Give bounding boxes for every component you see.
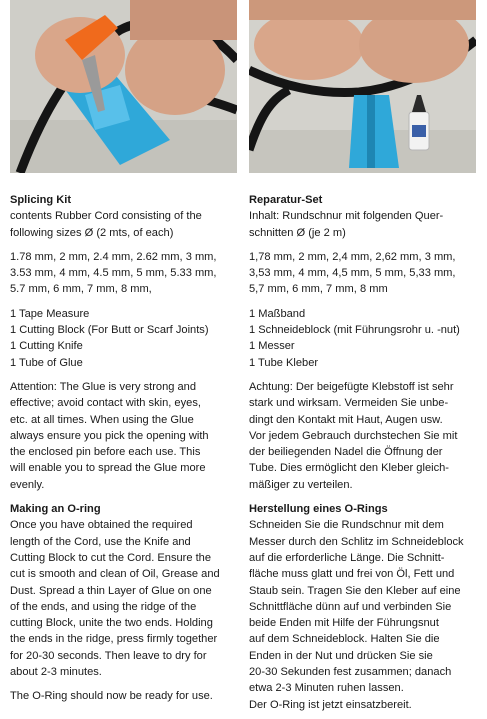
text-line: always ensure you pick the opening with xyxy=(10,429,209,442)
text-line: der beiliegenden Nadel die Öffnung der xyxy=(249,446,443,459)
text-line: etwa 2-3 Minuten ruhen lassen. xyxy=(249,682,404,695)
size-line: 1.78 mm, 2 mm, 2.4 mm, 2.62 mm, 3 mm, xyxy=(10,250,217,263)
text-line: Staub sein. Tragen Sie den Kleber auf eine xyxy=(249,584,461,597)
list-item: 1 Tape Measure xyxy=(10,307,90,320)
english-column xyxy=(10,0,237,705)
text-line: about 2-3 minutes. xyxy=(10,666,102,679)
size-line: 5,7 mm, 6 mm, 7 mm, 8 mm xyxy=(249,283,388,296)
text-line: Cutting Block to cut the Cord. Ensure the xyxy=(10,551,212,564)
text-line: The O-Ring should now be ready for use. xyxy=(10,690,213,703)
size-line: 3,53 mm, 4 mm, 4,5 mm, 5 mm, 5,33 mm, xyxy=(249,267,456,280)
splicing-kit-section xyxy=(10,192,237,705)
text-line: Achtung: Der beigefügte Klebstoff ist sehr xyxy=(249,380,454,393)
text-line: fläche muss glatt und frei von Öl, Fett und xyxy=(249,568,455,581)
text-line: effective; avoid contact with skin, eyes, xyxy=(10,397,201,410)
section-title: Herstellung eines O-Rings xyxy=(249,503,388,516)
text-line: auf die erforderliche Länge. Die Schnitt- xyxy=(249,551,445,564)
text-line: following sizes Ø (2 mts, of each) xyxy=(10,226,174,239)
size-line: 3.53 mm, 4 mm, 4.5 mm, 5 mm, 5.33 mm, xyxy=(10,267,217,280)
text-line: will enable you to spread the Glue more xyxy=(10,462,206,475)
text-line: the enclosed pin before each use. This xyxy=(10,446,201,459)
section-title: Reparatur-Set xyxy=(249,194,323,206)
size-line: 1,78 mm, 2 mm, 2,4 mm, 2,62 mm, 3 mm, xyxy=(249,250,456,263)
text-line: Schneiden Sie die Rundschnur mit dem xyxy=(249,519,444,532)
text-line: auf dem Schneideblock. Halten Sie die xyxy=(249,633,440,646)
photo-cutting-cord xyxy=(10,0,237,173)
list-item: 1 Tube of Glue xyxy=(10,356,83,369)
text-line: etc. at all times. When using the Glue xyxy=(10,413,194,426)
text-line: evenly. xyxy=(10,478,45,491)
text-line: length of the Cord, use the Knife and xyxy=(10,535,191,548)
size-line: 5.7 mm, 6 mm, 7 mm, 8 mm, xyxy=(10,283,152,296)
reparatur-set-section xyxy=(249,192,476,713)
text-line: Vor jedem Gebrauch durchstechen Sie mit xyxy=(249,429,458,442)
text-line: for 20-30 seconds. Then leave to dry for xyxy=(10,649,207,662)
section-title: Making an O-ring xyxy=(10,503,101,516)
list-item: 1 Maßband xyxy=(249,307,306,320)
text-line: Attention: The Glue is very strong and xyxy=(10,380,197,393)
text-line: Once you have obtained the required xyxy=(10,519,193,532)
section-title: Splicing Kit xyxy=(10,194,72,206)
text-line: stark und wirksam. Vermeiden Sie unbe- xyxy=(249,397,449,410)
list-item: 1 Schneideblock (mit Führungsrohr u. -nut) xyxy=(249,324,460,337)
list-item: 1 Cutting Block (For Butt or Scarf Joints) xyxy=(10,324,209,337)
text-line: 20-30 Sekunden fest zusammen; danach xyxy=(249,666,452,679)
list-item: 1 Messer xyxy=(249,340,295,353)
text-line: cutting Block, unite the two ends. Holding xyxy=(10,617,213,630)
text-line: Tube. Dies ermöglicht den Kleber gleich- xyxy=(249,462,449,475)
text-line: dingt den Kontakt mit Haut, Augen usw. xyxy=(249,413,443,426)
text-line: of the ends, and using the ridge of the xyxy=(10,600,197,613)
text-line: Inhalt: Rundschnur mit folgenden Quer- xyxy=(249,210,444,223)
text-line: Messer durch den Schlitz im Schneideblock xyxy=(249,535,464,548)
photo-glue-block-illustration xyxy=(249,0,476,173)
text-line: contents Rubber Cord consisting of the xyxy=(10,210,202,223)
list-item: 1 Cutting Knife xyxy=(10,340,83,353)
text-line: beide Enden mit Hilfe der Führungsnut xyxy=(249,617,439,630)
text-line: the ends in the ridge, press firmly together xyxy=(10,633,218,646)
german-column xyxy=(249,0,476,713)
text-line: Schnittfläche dünn auf und verbinden Sie xyxy=(249,600,452,613)
text-line: cut is smooth and clean of Oil, Grease and xyxy=(10,568,220,581)
text-line: Dust. Spread a thin Layer of Glue on one xyxy=(10,584,212,597)
photo-glue-block xyxy=(249,0,476,173)
text-line: mäßiger zu verteilen. xyxy=(249,478,353,491)
text-line: Enden in der Nut und drücken Sie sie xyxy=(249,649,433,662)
photo-cutting-cord-illustration xyxy=(10,0,237,173)
text-line: Der O-Ring ist jetzt einsatzbereit. xyxy=(249,698,412,711)
list-item: 1 Tube Kleber xyxy=(249,356,319,369)
text-line: schnitten Ø (je 2 m) xyxy=(249,226,346,239)
